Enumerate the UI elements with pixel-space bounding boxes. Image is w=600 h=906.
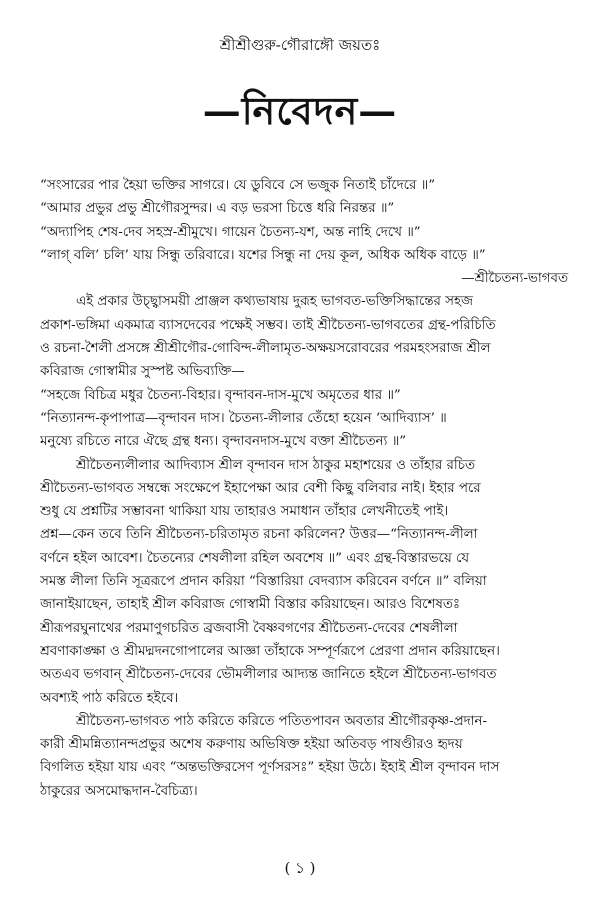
paragraph-line: প্রকাশ-ভঙ্গিমা একমাত্র ব্যাসদেবের পক্ষেই সম্ভব। তাই শ্রীচৈতন্য-ভাগবতের গ্রন্থ-পরিচিতি: [40, 317, 496, 333]
verse-line: “সংসারের পার হৈয়া ভক্তির সাগরে। যে ডুবিবে সে ভজুক নিতাই চাঁদেরে ॥”: [40, 178, 436, 193]
paragraph-line: শ্রীচৈতন্য-ভাগবত পাঠ করিতে করিতে পতিতপাবন অবতার শ্রীগৌরকৃষ্ণ-প্রদান-: [76, 713, 488, 729]
verse-line: “সহজে বিচিত্র মধুর চৈতন্য-বিহার। বৃন্দাবন-দাস-মুখে অমৃতের ধার ॥”: [40, 387, 401, 403]
paragraph-line: শুধু যে প্রশ্নটির সম্ভাবনা থাকিয়া যায় তাহারও সমাধান তাঁহার লেখনীতেই পাই।: [40, 504, 449, 520]
paragraph-line: এই প্রকার উচ্ছ্বাসময়ী প্রাঞ্জল কথ্যভাষায় দুরূহ ভাগবত-ভক্তিসিদ্ধান্তের সহজ: [76, 294, 473, 310]
paragraph-line: বর্ণনে হইল আবেশ। চৈতন্যের শেষলীলা রহিল অবশেষ ॥” এবং গ্রন্থ-বিস্তারভয়ে যে: [40, 550, 470, 566]
paragraph-line: শ্রীরূপরঘুনাথের পরমাণুগচরিত ব্রজবাসী বৈষ্ণবগণের শ্রীচৈতন্য-দেবের শেষলীলা: [40, 620, 458, 636]
paragraph-line: অতএব ভগবান্‌ শ্রীচৈতন্য-দেবের ভৌমলীলার আদ্যন্ত জানিতে হইলে শ্রীচৈতন্য-ভাগবত: [40, 667, 497, 683]
paragraph-line: অবশ্যই পাঠ করিতে হইবে।: [40, 690, 179, 706]
paragraph-line: শ্রীচৈতন্যলীলার আদিব্যাস শ্রীল বৃন্দাবন দাস ঠাকুর মহাশয়ের ও তাঁহার রচিত: [76, 457, 476, 473]
page-title: —নিবেদন—: [202, 88, 398, 133]
paragraph-line: ও রচনা-শৈলী প্রসঙ্গে শ্রীশ্রীগৌর-গোবিন্দ-লীলামৃত-অক্ষয়সরোবরের পরমহংসরাজ শ্রীল: [40, 341, 491, 357]
verse-line: “অদ্যাপিহ শেষ-দেব সহস্র-শ্রীমুখে। গায়েন চৈতন্য-যশ, অন্ত নাহি দেখে ॥”: [40, 224, 421, 240]
page-number: ( ১ ): [284, 859, 316, 877]
paragraph-line: শ্রবণাকাঙ্ক্ষা ও শ্রীমদ্মদনগোপালের আজ্ঞা তাঁহাকে সম্পূর্ণরূপে প্রেরণা প্রদান করিয়াছেন।: [40, 643, 500, 659]
verse-line: “আমার প্রভুর প্রভু শ্রীগৌরসুন্দর। এ বড় ভরসা চিত্তে ধরি নিরন্তর ॥”: [40, 201, 395, 217]
paragraph-line: জানাইয়াছেন, তাহাই শ্রীল কবিরাজ গোস্বামী বিস্তার করিয়াছেন। আরও বিশেষতঃ: [40, 597, 461, 613]
paragraph-line: শ্রীচৈতন্য-ভাগবত সম্বন্ধে সংক্ষেপে ইহাপেক্ষা আর বেশী কিছু বলিবার নাই। ইহার পরে: [40, 480, 481, 496]
invocation-line: শ্রীশ্রীগুরু-গৌরাঙ্গৌ জয়তঃ: [219, 36, 381, 54]
verse-line: “লাগ্‌ বলি’ চলি’ যায় সিন্ধু তরিবারে। যশের সিন্ধু না দেয় কূল, অধিক অধিক বাড়ে ॥”: [40, 247, 486, 263]
verse-source: —শ্রীচৈতন্য-ভাগবত: [461, 271, 568, 287]
paragraph-line: কারী শ্রীমন্নিত্যানন্দপ্রভুর অশেষ করুণায় অভিষিক্ত হইয়া অতিবড় পাষণ্ডীরও হৃদয়: [40, 737, 463, 753]
paragraph-line: সমস্ত লীলা তিনি সূত্ররূপে প্রদান করিয়া “বিস্তারিয়া বেদব্যাস করিবেন বর্ণনে ॥” বলিয়া: [40, 574, 487, 590]
verse-line: “নিত্যানন্দ-কৃপাপাত্র—বৃন্দাবন দাস। চৈতন্য-লীলার তেঁহো হয়েন ‘আদিব্যাস’ ॥: [40, 410, 447, 426]
verse-line: মনুষ্যে রচিতে নারে ঐছে গ্রন্থ ধন্য। বৃন্দাবনদাস-মুখে বক্তা শ্রীচৈতন্য ॥”: [40, 434, 407, 450]
paragraph-line: প্রশ্ন—কেন তবে তিনি শ্রীচৈতন্য-চরিতামৃত রচনা করিলেন? উত্তর—“নিত্যানন্দ-লীলা: [40, 527, 478, 543]
paragraph-line: বিগলিত হইয়া যায় এবং “অন্তভক্তিরসেণ পূর্ণসরসঃ” হইয়া উঠে। ইহাই শ্রীল বৃন্দাবন দাস: [40, 760, 500, 776]
paragraph-line: কবিরাজ গোস্বামীর সুস্পষ্ট অভিব্যক্তি—: [40, 364, 245, 380]
paragraph-line: ঠাকুরের অসমোদ্ধদান-বৈচিত্র্য।: [40, 783, 198, 799]
body-text: [40, 174, 578, 803]
